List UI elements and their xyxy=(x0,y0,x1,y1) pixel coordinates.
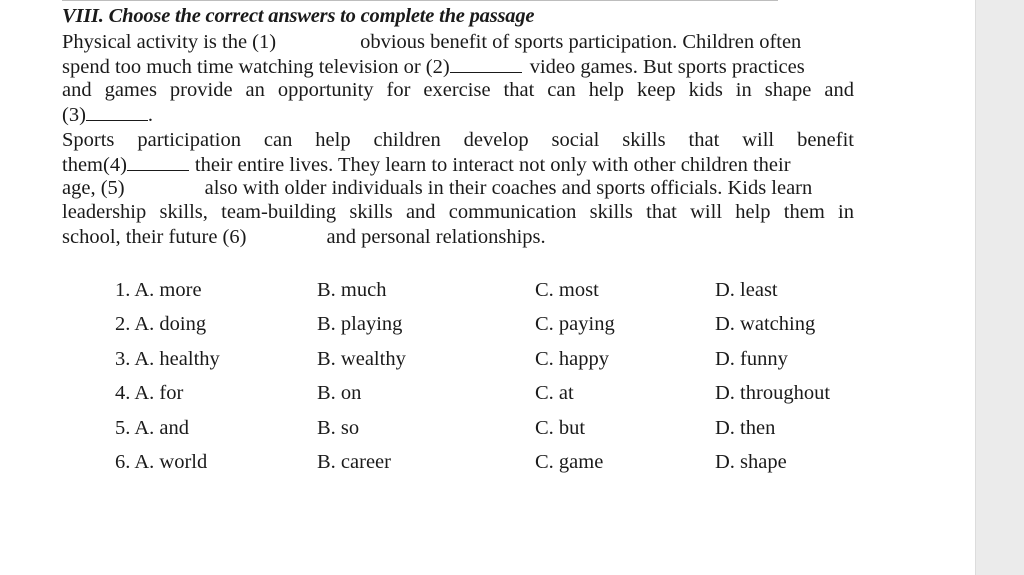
passage-line-2 xyxy=(62,54,854,79)
option-1b: B. much xyxy=(317,279,387,301)
passage-line-7 xyxy=(62,176,854,200)
option-4a: 4. A. for xyxy=(115,382,184,404)
passage-line-9 xyxy=(62,225,854,249)
passage-text: . xyxy=(147,104,154,126)
passage-text: age, (5) xyxy=(62,177,125,199)
exercise-heading: VIII. Choose the correct answers to complete the passage xyxy=(62,5,535,27)
option-3d: D. funny xyxy=(715,348,788,370)
passage-text: school, their future (6) xyxy=(62,226,247,248)
option-6b: B. career xyxy=(317,451,391,473)
viewer-side-panel xyxy=(975,0,1024,575)
option-1d: D. least xyxy=(715,279,778,301)
option-2d: D. watching xyxy=(715,313,816,335)
option-5d: D. then xyxy=(715,417,776,439)
option-3a: 3. A. healthy xyxy=(115,348,220,370)
option-5c: C. but xyxy=(535,417,586,439)
option-2a: 2. A. doing xyxy=(115,313,207,335)
passage-line-3: and games provide an opportunity for exercise that can help keep kids in shape and xyxy=(62,79,854,101)
passage-text: them(4) xyxy=(62,154,127,176)
passage-text: Physical activity is the (1) xyxy=(62,31,277,53)
option-3c: C. happy xyxy=(535,348,610,370)
passage-line-6 xyxy=(62,152,854,177)
option-4c: C. at xyxy=(535,382,574,404)
option-6a: 6. A. world xyxy=(115,451,208,473)
option-6c: C. game xyxy=(535,451,604,473)
passage-line-5: Sports participation can help children develop social skills that will benefit xyxy=(62,129,854,151)
passage-text: obvious benefit of sports participation. Children often xyxy=(360,31,802,53)
passage-text: video games. But sports practices xyxy=(529,56,805,78)
passage-text: also with older individuals in their coaches and sports officials. Kids learn xyxy=(204,177,813,199)
passage-text: their entire lives. They learn to interact not only with other children their xyxy=(194,154,791,176)
passage-line-8: leadership skills, team-building skills and communication skills that will help them in xyxy=(62,201,854,223)
blank-3 xyxy=(86,102,148,121)
top-divider xyxy=(62,0,778,1)
option-2b: B. playing xyxy=(317,313,403,335)
blank-2 xyxy=(450,54,522,73)
option-4d: D. throughout xyxy=(715,382,831,404)
passage-text: spend too much time watching television or (2) xyxy=(62,56,450,78)
option-5a: 5. A. and xyxy=(115,417,190,439)
option-4b: B. on xyxy=(317,382,362,404)
passage-text: and personal relationships. xyxy=(326,226,546,248)
blank-4 xyxy=(127,152,189,171)
option-3b: B. wealthy xyxy=(317,348,406,370)
option-1c: C. most xyxy=(535,279,599,301)
option-6d: D. shape xyxy=(715,451,787,473)
passage-line-4 xyxy=(62,102,854,127)
option-1a: 1. A. more xyxy=(115,279,202,301)
passage-line-1 xyxy=(62,30,854,54)
option-2c: C. paying xyxy=(535,313,615,335)
passage-text: (3) xyxy=(62,104,86,126)
option-5b: B. so xyxy=(317,417,360,439)
